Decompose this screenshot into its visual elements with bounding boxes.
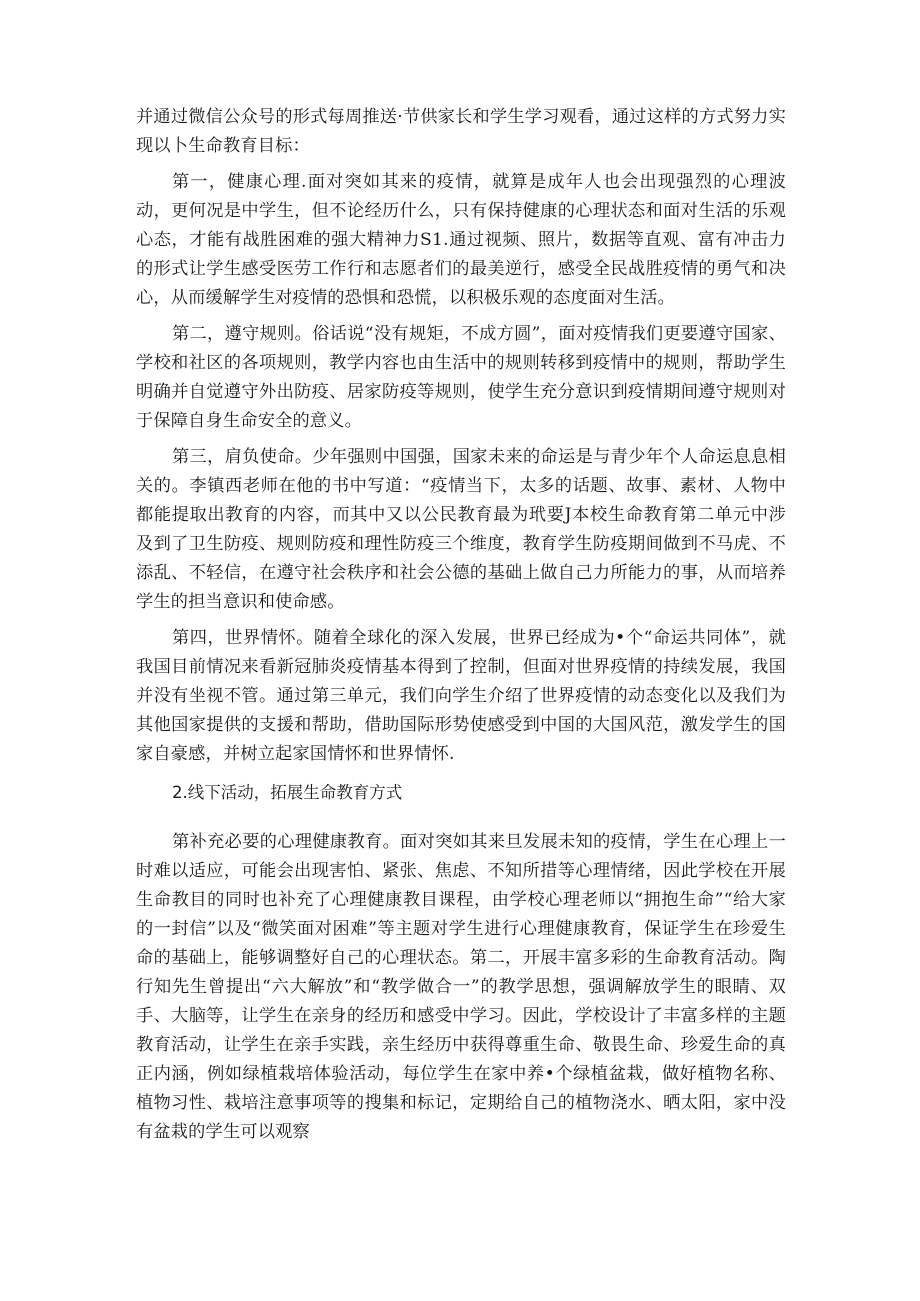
paragraph-follow-rules: 第二，遵守规则。俗话说“没有规矩，不成方圆”，面对疫情我们更要遵守国家、学校和社区的各项规则，教学内容也由生活中的规则转移到疫情中的规则，帮助学生明确并自觉遵守外出防疫、居家防疫等规则，使学生充分意识到疫情期间遵守规则对于保障自身生命安全的意义。 bbox=[136, 324, 786, 431]
paragraph-health-psychology: 第一，健康心理.面对突如其来的疫情，就算是成年人也会出现强烈的心理波动，更何况是中学生，但不论经历什么，只有保持健康的心理状态和面对生活的乐观心态，才能有战胜困难的强大精神力S1.通过视频、照片，数据等直观、富有冲击力的形式让学生感受医劳工作行和志愿者们的最美逆行，感受全民战胜疫情的勇气和决心，从而缓解学生对疫情的恐惧和恐慌，以积极乐观的态度面对生活。 bbox=[136, 172, 786, 308]
section-heading: 2.线下活动，拓展生命教育方式 bbox=[172, 783, 403, 802]
paragraph-world-vision: 第四，世界情怀。随着全球化的深入发展，世界已经成为•个“命运共同体”，就我国目前情况来看新冠肺炎疫情基本得到了控制，但面对世界疫情的持续发展，我国并没有坐视不管。通过第三单元，我们向学生介绍了世界疫情的动态变化以及我们为其他国家提供的支援和帮助，借助国际形势使感受到中国的大国风范，激发学生的国家自豪感，并树立起家国情怀和世界情怀. bbox=[136, 628, 786, 764]
paragraph-offline-activities: 第补充必要的心理健康教育。面对突如其来旦发展未知的疫情，学生在心理上一时难以适应，可能会出现害怕、紧张、焦虑、不知所措等心理情绪，因此学校在开展生命教目的同时也补充了心理健康教目课程，由学校心理老师以“拥抱生命”“给大家的一封信”以及“微笑面对困难”等主题对学生进行心理健康教育，保证学生在珍爱生命的基础上，能够调整好自己的心理状态。第二，开展丰富多彩的生命教育活动。陶行知先生曾提出“六大解放”和“教学做合一”的教学思想，强调解放学生的眼睛、双手、大脑等，让学生在亲身的经历和感受中学习。因此，学校设计了丰富多样的主题教育活动，让学生在亲手实践，亲生经历中获得尊重生命、敬畏生命、珍爱生命的真正内涵，例如绿植栽培体验活动，每位学生在家中养•个绿植盆栽，做好植物名称、植物习性、栽培注意事项等的搜集和标记，定期给自己的植物浇水、晒太阳，家中没有盆栽的学生可以观察 bbox=[136, 832, 786, 1142]
paragraph-mission: 第三，肩负使命。少年强则中国强，国家未来的命运是与青少年个人命运息息相关的。李镇西老师在他的书中写道：“疫情当下，太多的话题、故事、素材、人物中都能提取出教育的内容，而其中又以公民教育最为玳要J本校生命教育第二单元中涉及到了卫生防疫、规则防疫和理性防疫三个维度，教育学生防疫期间做到不马虎、不添乱、不轻信，在遵守社会秩序和社会公德的基础上做自己力所能力的事，从而培养学生的担当意识和使命感。 bbox=[136, 447, 786, 612]
paragraph-intro: 并通过微信公众号的形式每周推送·节供家长和学生学习观看，通过这样的方式努力实现以卜生命教育目标： bbox=[136, 107, 786, 156]
document-page bbox=[136, 103, 786, 1147]
